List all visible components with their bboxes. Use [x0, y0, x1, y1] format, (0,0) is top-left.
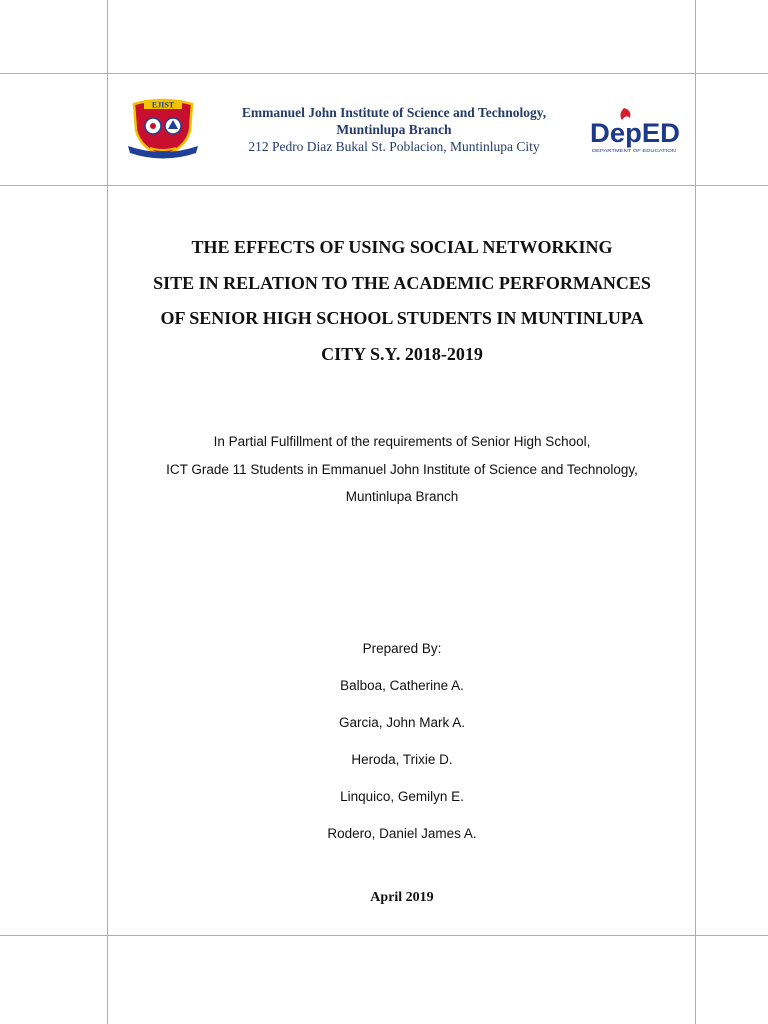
fulfillment-line: Muntinlupa Branch	[345, 489, 459, 504]
document-date: April 2019	[370, 890, 434, 905]
deped-logo-lettering: DepED	[590, 118, 680, 148]
fulfillment-line: In Partial Fulfillment of the requirements of Senior High School,	[213, 434, 591, 449]
author-name: Rodero, Daniel James A.	[327, 826, 477, 841]
author-name: Linquico, Gemilyn E.	[340, 789, 464, 804]
prepared-by-section	[108, 630, 696, 852]
institution-name-line1: Emmanuel John Institute of Science and Technology,	[241, 105, 547, 120]
fulfillment-statement	[108, 428, 696, 511]
prepared-by-label: Prepared By:	[362, 641, 442, 656]
author-name: Garcia, John Mark A.	[338, 715, 466, 730]
document-header	[108, 74, 696, 186]
margin-guide-footer	[0, 935, 768, 936]
deped-logo-icon	[588, 104, 684, 160]
title-line: OF SENIOR HIGH SCHOOL STUDENTS IN MUNTINLUPA	[160, 308, 644, 328]
institution-name-line2: Muntinlupa Branch	[336, 122, 452, 137]
seal-lettering: EJIST	[151, 100, 175, 110]
title-line: CITY S.Y. 2018-2019	[321, 343, 483, 364]
school-seal-icon	[126, 96, 200, 162]
author-name: Heroda, Trixie D.	[351, 752, 453, 767]
deped-logo-subtext: DEPARTMENT OF EDUCATION	[592, 148, 676, 153]
author-name: Balboa, Catherine A.	[340, 678, 464, 693]
header-text-block	[208, 104, 580, 155]
title-line: SITE IN RELATION TO THE ACADEMIC PERFORMANCES	[153, 272, 651, 293]
document-title	[108, 230, 696, 372]
title-line: THE EFFECTS OF USING SOCIAL NETWORKING	[191, 237, 613, 257]
institution-address: 212 Pedro Diaz Bukal St. Poblacion, Muntinlupa City	[248, 139, 540, 154]
fulfillment-line: ICT Grade 11 Students in Emmanuel John Institute of Science and Technology,	[166, 461, 638, 477]
